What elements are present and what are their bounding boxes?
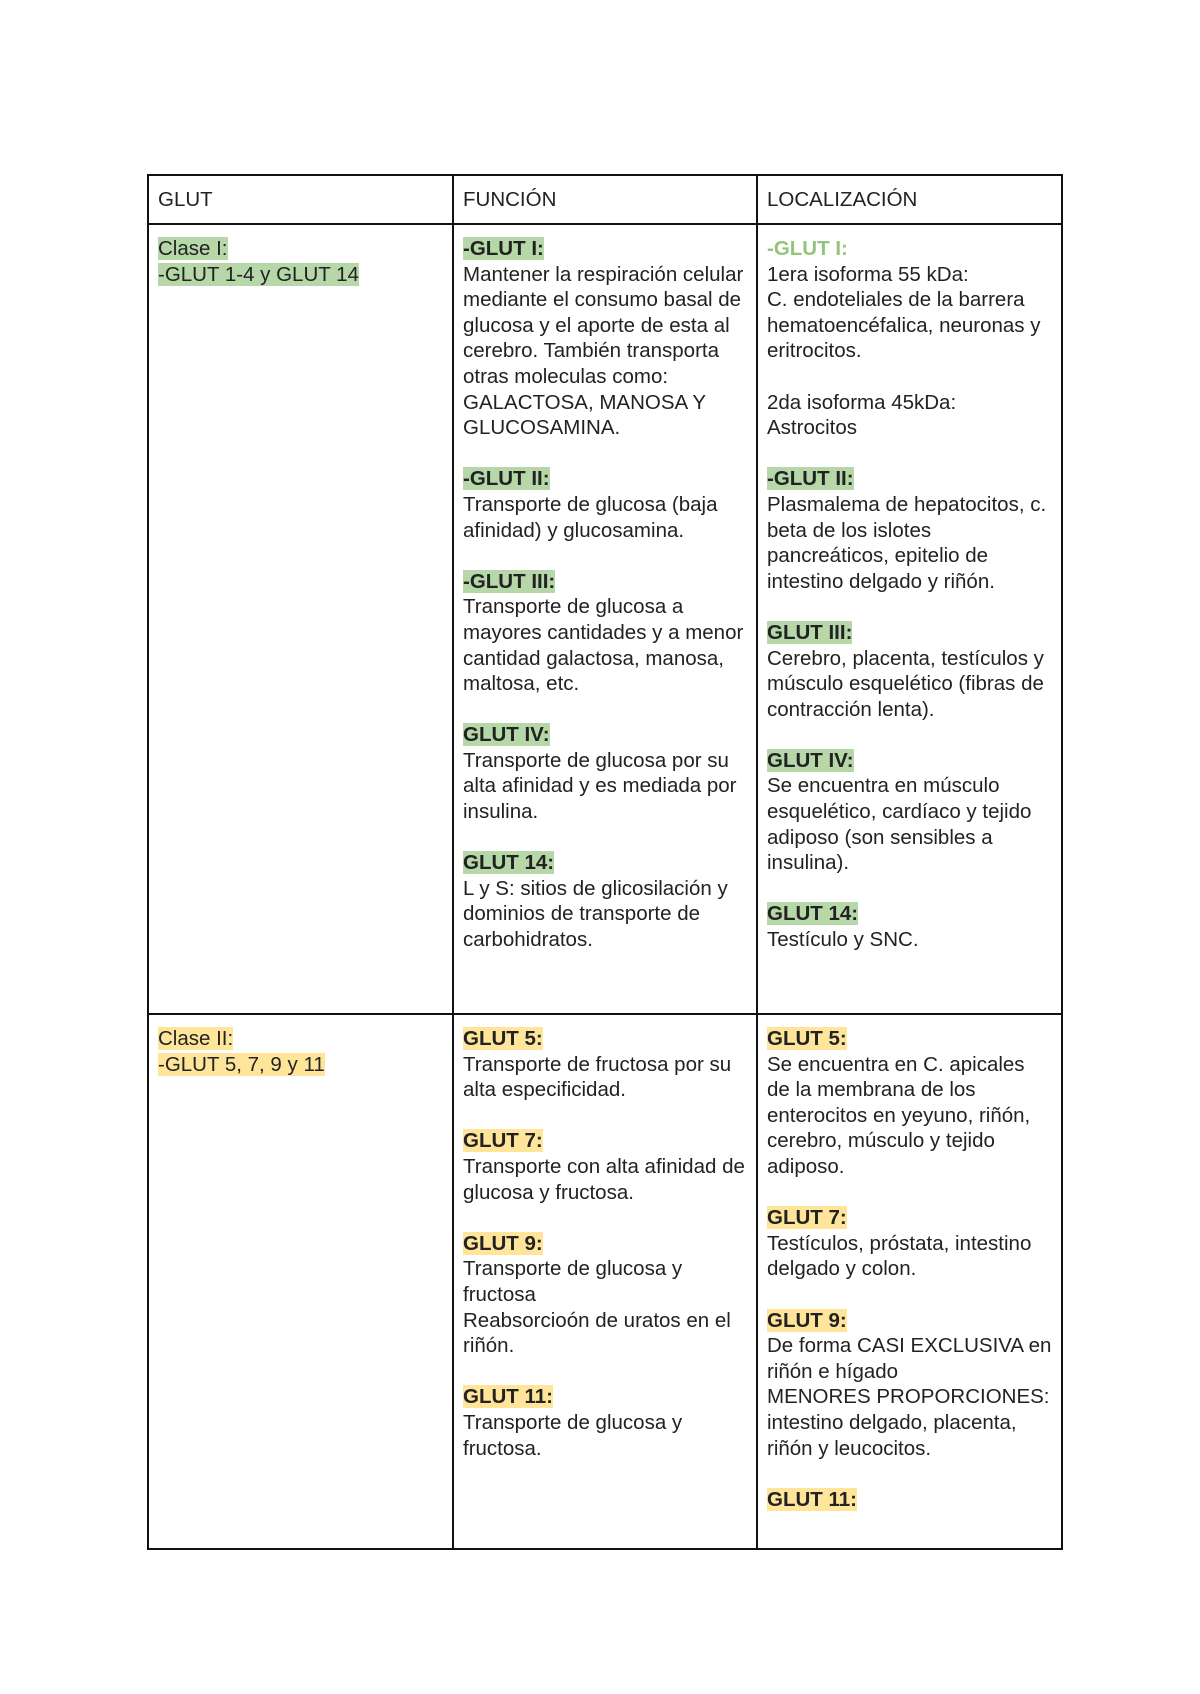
entry-title: GLUT 9: [463, 1231, 543, 1255]
header-funcion: FUNCIÓN [453, 175, 757, 224]
localizacion-entry [767, 748, 1052, 876]
table-row-class-2 [148, 1014, 1062, 1549]
localizacion-entry [767, 901, 1052, 952]
cell-class-1-label [148, 224, 453, 1014]
entry-title: GLUT IV: [463, 723, 550, 747]
funcion-entry [463, 1384, 747, 1461]
entry-text: L y S: sitios de glicosilación y dominios de transporte de carbohidratos. [463, 876, 728, 952]
entry-title: GLUT 11: [463, 1385, 553, 1409]
localizacion-entry [767, 620, 1052, 722]
entry-title: -GLUT III: [463, 569, 556, 593]
localizacion-entry [767, 236, 1052, 441]
entry-text: Transporte de glucosa y fructosa. [463, 1410, 683, 1460]
cell-class-1-funcion [453, 224, 757, 1014]
entry-text: Transporte de glucosa a mayores cantidades y a menor cantidad galactosa, manosa, maltosa, etc. [463, 595, 744, 696]
entry-title: GLUT 14: [767, 902, 859, 926]
class-1-members: -GLUT 1-4 y GLUT 14 [158, 262, 359, 286]
class-2-members: -GLUT 5, 7, 9 y 11 [158, 1052, 325, 1076]
entry-text: Cerebro, placenta, testículos y músculo esquelético (fibras de contracción lenta). [767, 646, 1044, 721]
isoform-2-label: 2da isoforma 45kDa: [767, 390, 957, 414]
entry-text: Transporte de glucosa (baja afinidad) y glucosamina. [463, 492, 718, 542]
entry-title: GLUT 7: [463, 1129, 543, 1153]
glut-table [147, 174, 1063, 1550]
entry-title: GLUT 9: [767, 1308, 847, 1332]
entry-text: Plasmalema de hepatocitos, c. beta de los islotes pancreáticos, epitelio de intestino delgado y riñón. [767, 492, 1047, 593]
funcion-entry [463, 466, 747, 543]
entry-title: GLUT III: [767, 620, 853, 644]
entry-title: GLUT 5: [767, 1027, 847, 1050]
entry-title: GLUT 14: [463, 851, 555, 875]
entry-text: Mantener la respiración celular mediante el consumo basal de glucosa y el aporte de esta al cerebro. También transporta otras moleculas como: GALACTOSA, MANOSA Y GLUCOSAMINA. [463, 262, 744, 440]
localizacion-entry [767, 466, 1052, 594]
localizacion-entry [767, 1026, 1052, 1180]
isoform-2-text: Astrocitos [767, 416, 857, 440]
entry-title: GLUT 11: [767, 1487, 857, 1511]
funcion-entry [463, 569, 747, 697]
localizacion-entry [767, 1308, 1052, 1462]
localizacion-entry [767, 1487, 1052, 1513]
entry-text: Transporte de glucosa por su alta afinidad y es mediada por insulina. [463, 748, 737, 824]
cell-class-1-localizacion [757, 224, 1062, 1014]
entry-text: Reabsorcioón de uratos en el riñón. [463, 1308, 731, 1358]
header-row [148, 175, 1062, 224]
header-localizacion: LOCALIZACIÓN [757, 175, 1062, 224]
class-1-label: Clase I: [158, 237, 228, 260]
entry-text: Transporte de glucosa y fructosa [463, 1257, 683, 1306]
entry-text: MENORES PROPORCIONES: intestino delgado, placenta, riñón y leucocitos. [767, 1385, 1050, 1460]
isoform-1-text: C. endoteliales de la barrera hematoencéfalica, neuronas y eritrocitos. [767, 288, 1041, 363]
class-2-label: Clase II: [158, 1027, 234, 1050]
entry-text: Se encuentra en músculo esquelético, cardíaco y tejido adiposo (son sensibles a insulina). [767, 774, 1032, 875]
localizacion-entry [767, 1205, 1052, 1282]
entry-title: -GLUT I: [463, 237, 544, 260]
funcion-entry [463, 1026, 747, 1103]
entry-text: Se encuentra en C. apicales de la membrana de los enterocitos en yeyuno, riñón, cerebro, músculo y tejido adiposo. [767, 1052, 1031, 1178]
header-glut: GLUT [148, 175, 453, 224]
entry-title: -GLUT II: [767, 467, 854, 491]
funcion-entry [463, 850, 747, 952]
cell-class-2-localizacion [757, 1014, 1062, 1549]
entry-title: -GLUT II: [463, 467, 550, 491]
table-row-class-1 [148, 224, 1062, 1014]
funcion-entry [463, 1128, 747, 1205]
isoform-1-label: 1era isoforma 55 kDa: [767, 262, 969, 286]
cell-class-2-label [148, 1014, 453, 1549]
entry-text: Transporte con alta afinidad de glucosa y fructosa. [463, 1154, 745, 1204]
cell-class-2-funcion [453, 1014, 757, 1549]
entry-title: GLUT 5: [463, 1027, 543, 1050]
funcion-entry [463, 1231, 747, 1359]
funcion-entry [463, 722, 747, 824]
entry-title: GLUT IV: [767, 748, 854, 772]
entry-text: Transporte de fructosa por su alta especificidad. [463, 1052, 732, 1102]
entry-text: Testículo y SNC. [767, 928, 919, 952]
funcion-entry [463, 236, 747, 441]
entry-title: -GLUT I: [767, 237, 848, 260]
entry-text: Testículos, próstata, intestino delgado y colon. [767, 1231, 1032, 1281]
entry-text: De forma CASI EXCLUSIVA en riñón e hígado [767, 1334, 1052, 1383]
entry-title: GLUT 7: [767, 1206, 847, 1230]
